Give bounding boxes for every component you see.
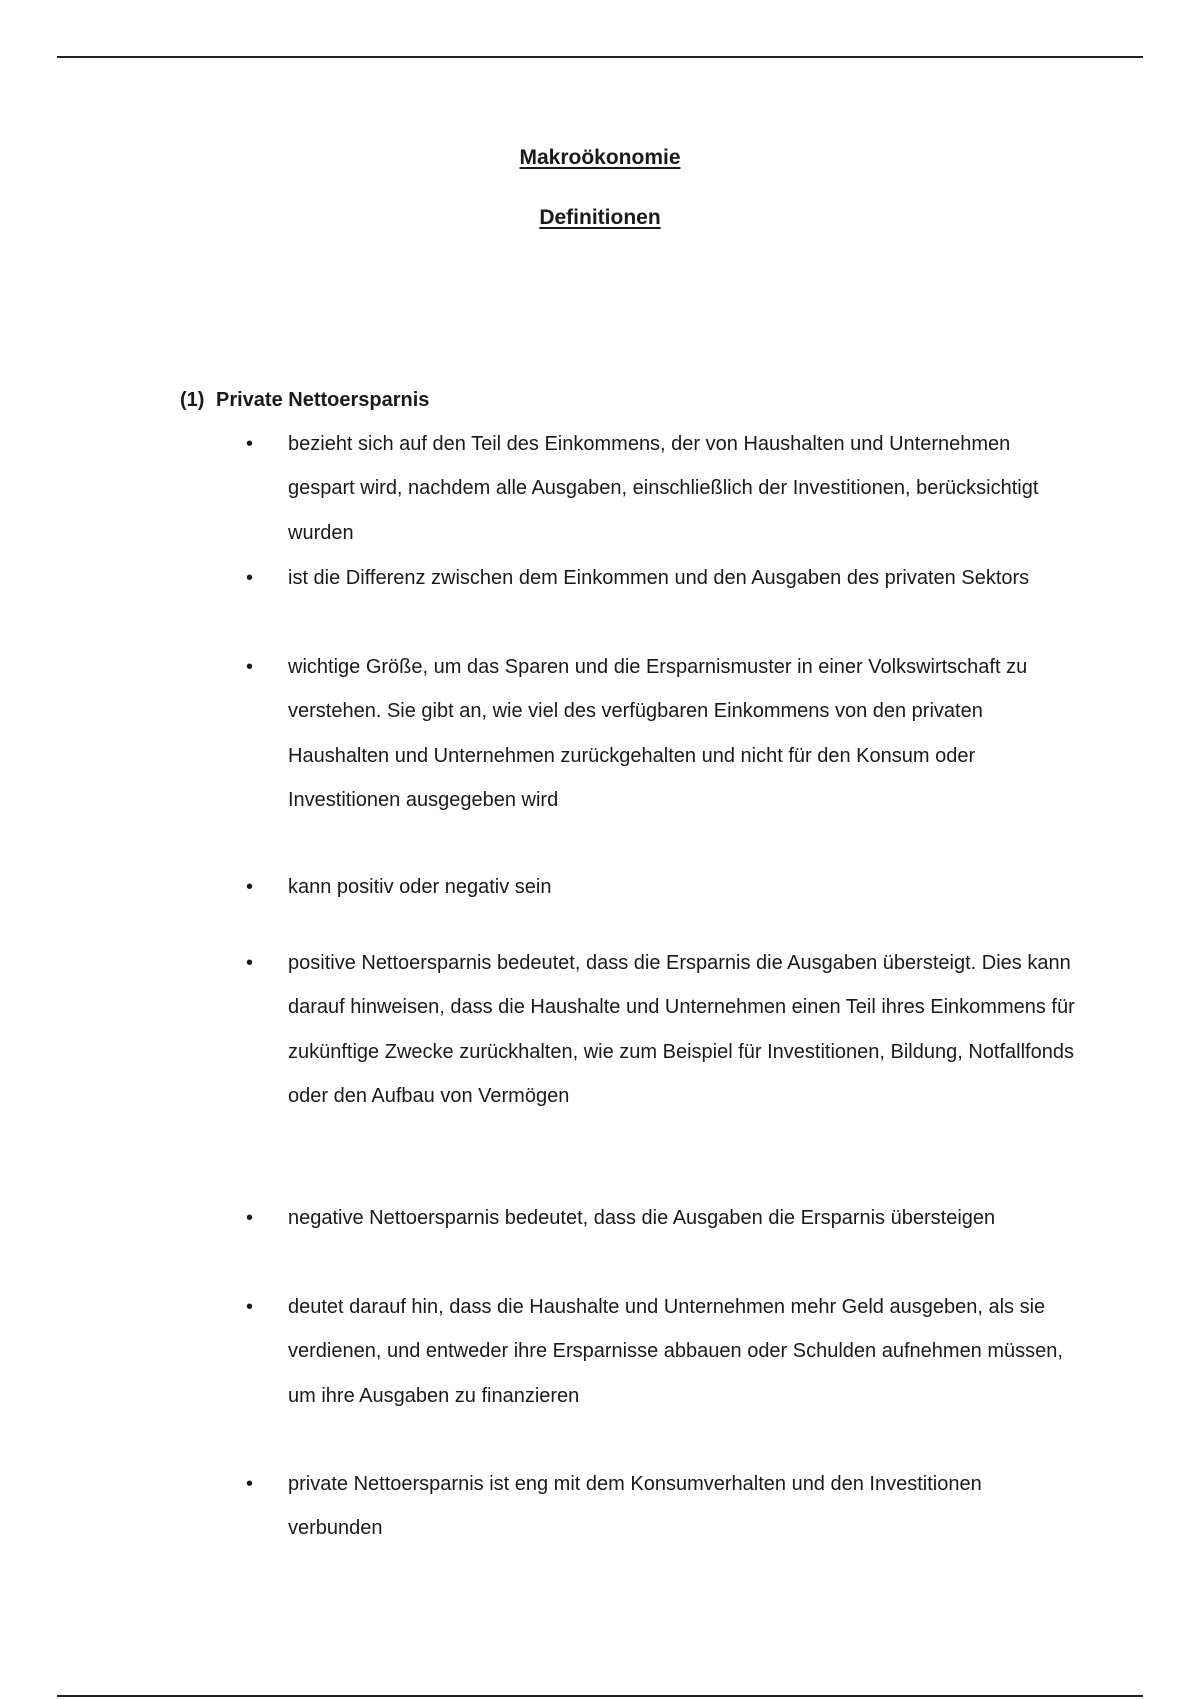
bullet-item — [246, 1196, 1076, 1240]
bullet-text: positive Nettoersparnis bedeutet, dass die Ersparnis die Ausgaben übersteigt. Dies kann darauf hinweisen, dass die Haushalte und Unternehmen einen Teil ihres Einkommens für zukünftige Zwecke zurückhalten, wie zum Beispiel für Investitionen, Bildung, Notfallfonds oder den Aufbau von Vermögen — [288, 952, 1075, 1107]
bullet-text: private Nettoersparnis ist eng mit dem Konsumverhalten und den Investitionen verbunden — [288, 1473, 982, 1540]
bullet-item — [246, 556, 1076, 600]
bullet-item — [246, 1285, 1076, 1418]
bullet-text: kann positiv oder negativ sein — [288, 876, 552, 898]
bullet-dot-icon: • — [246, 1207, 254, 1229]
bullet-item — [246, 1462, 1076, 1551]
bullet-text: negative Nettoersparnis bedeutet, dass die Ausgaben die Ersparnis übersteigen — [288, 1207, 996, 1229]
document-title: Makroökonomie — [519, 146, 681, 169]
bullet-text: wichtige Größe, um das Sparen und die Ersparnismuster in einer Volkswirtschaft zu verstehen. Sie gibt an, wie viel des verfügbaren Einkommens von den privaten Haushalten und Unternehmen zurückgehalten und nicht für den Konsum oder Investitionen ausgegeben wird — [288, 656, 1028, 811]
bullet-item — [246, 422, 1076, 555]
section-heading — [180, 386, 429, 414]
bottom-rule — [57, 1695, 1143, 1697]
bullet-text: ist die Differenz zwischen dem Einkommen und den Ausgaben des privaten Sektors — [288, 567, 1030, 589]
section-heading-text: Private Nettoersparnis — [216, 389, 430, 411]
bullet-dot-icon: • — [246, 433, 254, 455]
bullet-dot-icon: • — [246, 1473, 254, 1495]
bullet-dot-icon: • — [246, 567, 254, 589]
bullet-dot-icon: • — [246, 656, 254, 678]
bullet-text: deutet darauf hin, dass die Haushalte und Unternehmen mehr Geld ausgeben, als sie verdienen, und entweder ihre Ersparnisse abbauen oder Schulden aufnehmen müssen, um ihre Ausgaben zu finanzieren — [288, 1296, 1063, 1407]
bullet-dot-icon: • — [246, 952, 254, 974]
bullet-dot-icon: • — [246, 1296, 254, 1318]
section-number: (1) — [180, 389, 205, 411]
bullet-item — [246, 941, 1076, 1118]
bullet-text: bezieht sich auf den Teil des Einkommens, der von Haushalten und Unternehmen gespart wird, nachdem alle Ausgaben, einschließlich der Investitionen, berücksichtigt wurden — [288, 433, 1039, 544]
bullet-item — [246, 865, 1076, 909]
bullet-dot-icon: • — [246, 876, 254, 898]
top-rule — [57, 56, 1143, 58]
bullet-item — [246, 645, 1076, 822]
document-subtitle: Definitionen — [539, 206, 661, 229]
